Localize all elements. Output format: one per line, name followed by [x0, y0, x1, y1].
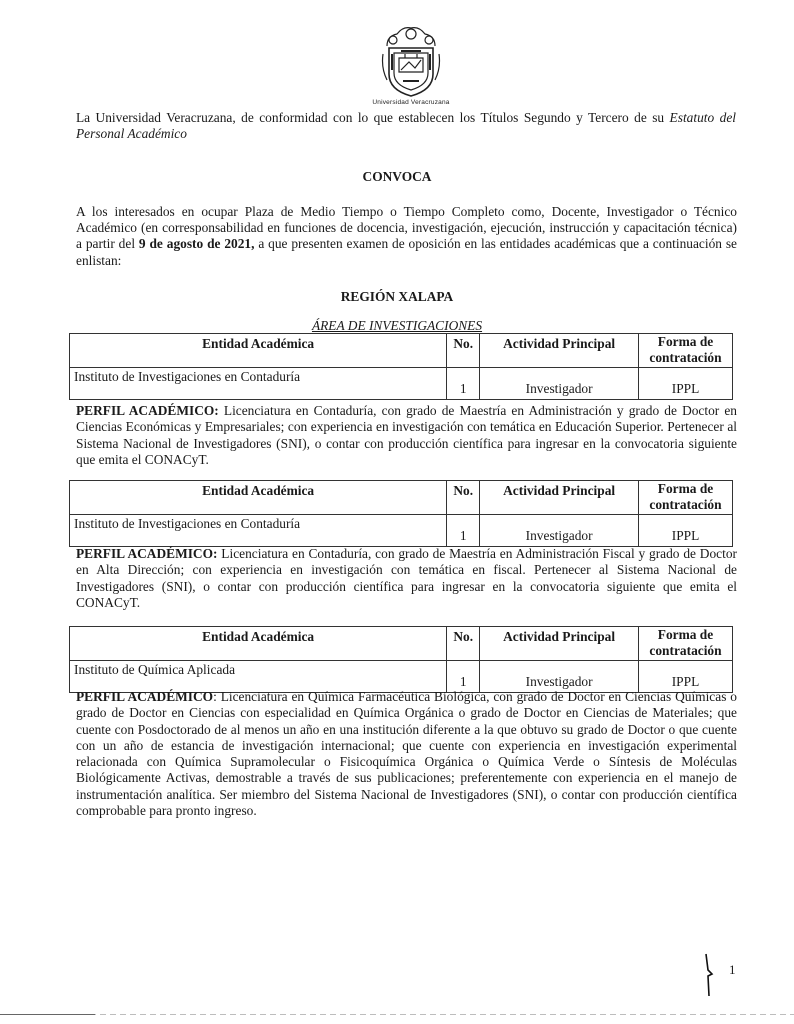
cell-actividad: Investigador — [480, 515, 639, 547]
scan-artifact-line-dark — [0, 1014, 95, 1015]
table-row — [70, 515, 733, 547]
page-number: 1 — [729, 962, 736, 977]
cell-entidad: Instituto de Química Aplicada — [70, 661, 447, 693]
perfil-label: PERFIL ACADÉMICO: — [76, 546, 218, 561]
cell-no: 1 — [447, 368, 480, 400]
header-no: No. — [447, 627, 480, 661]
perfil-academico-1 — [76, 403, 737, 468]
header-forma — [639, 627, 733, 661]
header-actividad: Actividad Principal — [480, 627, 639, 661]
perfil-text: Licenciatura en Contaduría, con grado de Maestría en Administración Fiscal y grado de Doctor en Alta Dirección; con experiencia en investigación con temática en fiscal. Pertenecer al Sistema Nacional de Investigadores (SNI), o contar con producción científica para ingresar en la convocatoria siguiente que emita el CONACyT. — [76, 546, 737, 610]
header-entidad: Entidad Académica — [70, 481, 447, 515]
intro-text: La Universidad Veracruzana, de conformidad con lo que establecen los Títulos Segundo y Tercero de su — [76, 110, 670, 125]
start-date: 9 de agosto de 2021, — [138, 236, 255, 252]
statute-title: Estatuto del Personal Académico — [76, 110, 736, 141]
table-header-row — [70, 334, 733, 368]
header-forma-line2: contratación — [649, 496, 722, 512]
table-row — [70, 368, 733, 400]
perfil-label: PERFIL ACADÉMICO — [76, 689, 214, 704]
cell-forma: IPPL — [639, 661, 733, 693]
header-no: No. — [447, 481, 480, 515]
header-no: No. — [447, 334, 480, 368]
perfil-academico-3 — [76, 689, 737, 819]
logo-caption: Universidad Veracruzana — [372, 99, 450, 106]
header-forma-line2: contratación — [649, 642, 722, 658]
position-table-2 — [69, 480, 733, 547]
cell-forma: IPPL — [639, 515, 733, 547]
header-entidad: Entidad Académica — [70, 627, 447, 661]
header-forma-line1: Forma de — [657, 627, 714, 642]
call-text-after: a que presenten examen de oposición en las entidades académicas que a continuación se enlistan: — [76, 236, 737, 268]
header-forma-line1: Forma de — [657, 334, 714, 349]
table-row — [70, 661, 733, 693]
perfil-text: Licenciatura en Contaduría, con grado de Maestría en Administración y grado de Doctor en Ciencias Económicas y Empresariales; con experiencia en investigación con temática en Educación Superior. Pertenecer al Sistema Nacional de Investigadores (SNI), o contar con producción científica para ingresar en la convocatoria siguiente que emita el CONACyT. — [76, 403, 738, 467]
position-table-1 — [69, 333, 733, 400]
scan-artifact-line — [0, 1014, 794, 1015]
header-actividad: Actividad Principal — [480, 334, 639, 368]
university-logo — [366, 24, 456, 110]
table-header-row — [70, 627, 733, 661]
header-actividad: Actividad Principal — [480, 481, 639, 515]
cell-actividad: Investigador — [480, 368, 639, 400]
position-table-3 — [69, 626, 733, 693]
cell-entidad: Instituto de Investigaciones en Contaduría — [70, 368, 447, 400]
document-title: CONVOCA — [362, 169, 432, 184]
cell-actividad: Investigador — [480, 661, 639, 693]
call-text-before: A los interesados en ocupar Plaza de Medio Tiempo o Tiempo Completo como, Docente, Investigador o Técnico Académico (en corresponsabilidad en funciones de docencia, investigación, ejecución, instrucción y capacitación técnica) a partir del — [76, 204, 737, 252]
coat-of-arms-icon — [379, 24, 443, 98]
cell-no: 1 — [447, 661, 480, 693]
call-paragraph — [76, 204, 737, 269]
header-forma-line2: contratación — [649, 349, 722, 365]
cell-forma: IPPL — [639, 368, 733, 400]
intro-paragraph — [76, 110, 736, 142]
table-header-row — [70, 481, 733, 515]
area-heading: ÁREA DE INVESTIGACIONES — [311, 318, 483, 333]
perfil-text: : Licenciatura en Química Farmacéutica Biológica, con grado de Doctor en Ciencias Químicas o grado de Doctor en Ciencias con especialidad en Química Orgánica o grado de Doctor en Ciencias de Materiales; que cuente con Posdoctorado de al menos un año en una institución diferente a la que obtuvo su grado de Doctor o que cuente con un año de estancia de investigación internacional; que cuente con experiencia en investigación experimental relacionada con Química Supramolecular o Fisicoquímica Orgánica o Química Verde o Síntesis de Moléculas Biológicamente Activas, demostrable a través de sus publicaciones; preferentemente con experiencia en el manejo de instrumentación analítica. Ser miembro del Sistema Nacional de Investigadores (SNI), o contar con producción científica comprobable para pronto ingreso. — [76, 689, 737, 819]
cell-entidad: Instituto de Investigaciones en Contaduría — [70, 515, 447, 547]
region-heading: REGIÓN XALAPA — [340, 289, 454, 304]
header-forma-line1: Forma de — [657, 481, 714, 496]
header-forma — [639, 481, 733, 515]
header-entidad: Entidad Académica — [70, 334, 447, 368]
perfil-label: PERFIL ACADÉMICO: — [76, 403, 219, 418]
perfil-academico-2 — [76, 546, 737, 611]
cell-no: 1 — [447, 515, 480, 547]
header-forma — [639, 334, 733, 368]
handwritten-initial-icon — [704, 952, 714, 998]
